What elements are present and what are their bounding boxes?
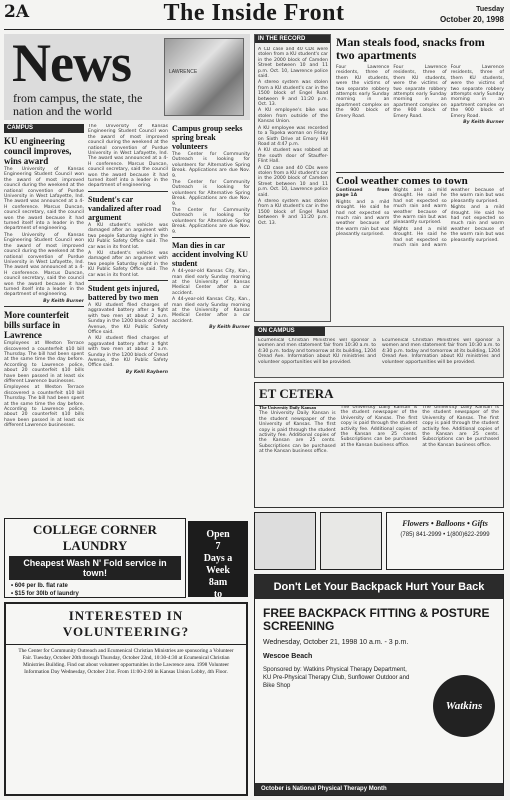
flowers-ad: Flowers • Balloons • Gifts (785) 841-2999 • 1(800)622-2999 [386,512,504,570]
cool-body-4: Nights and a mild drought. He said he had not expected so much rain and warm weather because of the warm rain but was pleasantly surprised. [450,205,504,243]
et-cetera-box [254,382,504,508]
crime-item: A stereo system was stolen from a KU student's car in the 1500 block of Engel Road between 9 and 11:20 p.m. Oct. 13. [258,198,328,226]
crime-item: A KU employee was recorded to a Topeka woman on Friday on Sixth Drive at Emory Hill Road at 4:47 p.m. [258,125,328,147]
student-headline: Student's car vandalized after road argument [88,194,162,222]
kuh-byline: By Keith Burner [43,298,84,304]
steal-body: Four Lawrence residents, three of them KU students, were the victims of two separate robbery attempts early Sunday morning in an apartment complex on the 900 block of Emery Road. [336,65,390,119]
grp-body-2: The Center for Community Outreach is looking for volunteers for Alternative Spring Break. Applications are due Nov. 9. [172,180,250,207]
news-tagline: from campus, the state, the nation and the world [13,91,143,118]
on-campus-text: Ecumenical Christian Ministries will sponsor a women and men statement fair from 10:30 a.m. to 4:30 p.m. today and tomorrow at its building, 1204 Oread Ave. Information about KU ministries and volunteer opportunities will be provided. Ecumenical Christian Ministries will sponsor a women and men statement fair from 10:30 a.m. to 4:30 p.m. today and tomorrow at its building, 1204 Oread Ave. Information about KU ministries and volunteer opportunities will be provided. [258,338,500,365]
banner-photo: LAWRENCE [164,38,244,116]
volunteer-title: INTERESTED IN VOLUNTEERING? [6,604,246,645]
issue-date: October 20, 1998 [439,15,504,24]
car-headline: Man dies in car accident involving KU student [172,241,249,269]
crime-item: A stereo system was stolen from a KU student's car in the 1500 block of Engel Road between 9 and 11:20 p.m. Oct. 13. [258,80,328,108]
grp-body-3: The Center for Community Outreach is looking for volunteers for Alternative Spring Break. Applications are due Nov. 9. [172,208,250,235]
laundry-list: • 60¢ per lb. flat rate • $15 for 30lb of laundry [11,583,79,597]
kuh-body: The University of Kansas Engineering Student Council won the award of most improved council during the weekend at the national convention of Purdue University in West Lafayette, Ind. The award was announced at a 4-H conference. Marcus Duncan, council secretary, said the council won the award because it had turned itself into a leader in the department of engineering. [4,167,84,232]
backpack-date: Wednesday, October 21, 1998 10 a.m. - 3 p.m. [263,639,409,646]
car-byline: By Keith Burner [209,325,250,331]
cool-body: Nights and a mild drought. He said he had not expected so much rain and warm weather because of the warm rain but was pleasantly surprised. [336,199,390,238]
section-et-cetera: ET CETERA [255,383,503,406]
cool-body-2: Nights and a mild drought. He said he had not expected so much rain and warm weather because of the warm rain but was pleasantly surprised. [393,188,447,226]
watkins-logo: Watkins [433,675,495,737]
volunteer-ad [4,602,248,796]
section-on-campus: ON CAMPUS [255,327,325,336]
fun-body-2: Employees at Weston Terrace discovered a counterfeit $10 bill Thursday. The bill had been spent at the same time the day before. According to Lawrence police, about 20 counterfeit $10 bills have been passed in at least six different Lawrence businesses. [4,385,84,429]
grp-body: The Center for Community Outreach is looking for volunteers for Alternative Spring Break. Applications are due Nov. 9. [172,152,250,179]
issue-day: Tuesday [476,6,504,13]
stb-body: A KU student filed charges of aggravated battery after a fight with two men at about 2 a.m. Sunday in the 1200 block of Oread Avenue, the KU Public Safety Office said. [88,302,168,335]
bar-ad [254,512,316,570]
grp-headline: Campus group seeks spring break volunteers [172,124,243,151]
car-body: A 44-year-old Kansas City, Kan., man died early Sunday morning at the University of Kansas Medical Center after a car accident. [172,269,250,296]
crime-item: A CD case and 40 CDs were stolen from a KU student's car in the 2000 block of Camden Street between 10 and 11 p.m. Oct. 10, Lawrence police said. [258,165,328,198]
backpack-sponsors: Sponsored by: Watkins Physical Therapy Department, KU Pre-Physical Therapy Club, Sunflower Outdoor and Bike Shop [263,667,410,689]
cool-body-3: Nights and a mild drought. He said he had not expected so much rain and warm weather because of the warm rain but was pleasantly surprised. [393,188,504,249]
car-body-2: A 44-year-old Kansas City, Kan., man died early Sunday morning at the University of Kansas Medical Center after a car accident. [172,297,250,324]
cool-headline: Cool weather comes to town [336,175,468,187]
student-body: A KU student's vehicle was damaged after an argument with two people Saturday night in the KU Public Safety Office said. The car was in its front lot. [88,222,168,250]
kuh-headline: KU engineering council improves, wins award [4,136,72,166]
cool-story [336,172,504,322]
backpack-headline: FREE BACKPACK FITTING & POSTURE SCREENING [263,606,490,633]
campus-column-1 [4,136,84,516]
news-word: News [12,33,131,93]
on-campus-box [254,326,504,378]
laundry-title: COLLEGE CORNER LAUNDRY [33,522,157,553]
student-body-2: A KU student's vehicle was damaged after an argument with two people Saturday night in the KU Public Safety Office said. The car was in its front lot. [88,250,168,278]
fun-headline: More counterfeit bills surface in Lawrence [4,310,70,341]
stb-body-2: A KU student filed charges of aggravated battery after a fight with two men at about 2 a.m. Sunday in the 1200 block of Oread Avenue, the KU Public Safety Office said. [88,336,168,369]
campus-column-3 [172,124,250,516]
kuh-body-2: The University of Kansas Engineering Student Council won the award of most improved council during the weekend at the national convention of Purdue University in West Lafayette, Ind. The award was announced at a 4-H conference. Marcus Duncan, council secretary, said the council won the award because it had turned itself into a leader in the department of engineering. [4,232,84,298]
crime-item: A KU employee's bike was stolen from outside of the Kansas Union. [258,108,328,125]
open-hours-ad: Open 7 Days a Week 8am to [188,521,248,597]
masthead [4,0,504,30]
et-cetera-text: The University Daily Kansan The University Daily Kansan is the student newspaper of the University of Kansas. The first copy is paid through the student activity fee. Additional copies of the Kansan are 25 cents. Subscriptions can be purchased at the Kansan business office. The University Daily Kansan is the student newspaper of the University of Kansas. The first copy is paid through the student activity fee. Additional copies of the Kansan are 25 cents. Subscriptions can be purchased at the Kansan business office. The University Daily Kansan is the student newspaper of the University of Kansas. The first copy is paid through the student activity fee. Additional copies of the Kansan are 25 cents. Subscriptions can be purchased at the Kansan business office. [259,405,499,455]
backpack-title: Don't Let Your Backpack Hurt Your Back [255,575,503,599]
news-banner [4,34,250,120]
page-number: 2A [4,2,30,22]
section-crime: IN THE RECORD [255,35,330,43]
cool-sub: Continued from page 1A [336,188,390,199]
stb-headline: Student gets injured, battered by two men [88,283,160,302]
steal-story [336,36,504,166]
volunteer-body: The Center for Community Outreach and Ecumenical Christian Ministries are sponsoring a Volunteer Fair. Tuesday, October 20th through Thursday, October 22nd, 10:30-4:30 at Ecumenical Christian Ministries Building. Find out about volunteer opportunities in the Lawrence area. 1998 Volunteer Information Day Wednesday, October 21st. From 11:00-2:00 in Kansas Union Lobby, 4th Floor. [18,648,234,675]
backpack-location: Wescoe Beach [263,653,313,660]
steal-body-3: Four Lawrence residents, three of them KU students, were the victims of two separate robbery attempts early Sunday morning in an apartment complex on the 900 block of Emery Road. [450,65,504,119]
steal-byline: By Keith Burner [463,120,504,126]
laundry-cheapest: Cheapest Wash N' Fold service in town! [9,556,181,580]
backpack-ad [254,574,504,796]
campus-column-2 [88,124,168,516]
crime-list [258,47,328,319]
backpack-footer: October is National Physical Therapy Month [255,783,503,795]
steal-headline: Man steals food, snacks from two apartments [336,36,485,62]
fun-body: Employees at Weston Terrace discovered a counterfeit $10 bill Thursday. The bill had been spent at the same time the day before. According to Lawrence police, about 20 counterfeit $10 bills have been passed in at least six different Lawrence businesses. [4,341,84,384]
laundry-ad [4,518,186,598]
stb-byline: By Kelli Raybern [125,369,168,375]
crime-item: A KU student was robbed at the south door of Stauffer-Flint Hall. [258,148,328,165]
crime-item: A CD case and 40 CDs were stolen from a KU student's car in the 2000 block of Camden Street between 10 and 11 p.m. Oct. 10, Lawrence police said. [258,47,328,80]
crime-record-box [254,34,331,322]
section-campus: CAMPUS [4,124,84,133]
steal-body-2: Four Lawrence residents, three of them KU students, were the victims of two separate robbery attempts early Sunday morning in an apartment complex on the 900 block of Emery Road. [393,65,447,119]
kuh-cont: The University of Kansas Engineering Student Council won the award of most improved council during the weekend at the national convention of Purdue University in West Lafayette, Ind. The award was announced at a 4-H conference. Marcus Duncan, council secretary, said the council won the award because it had turned itself into a leader in the department of engineering. [88,124,168,189]
page-title: The Inside Front [163,0,345,26]
brookwood-ad [320,512,382,570]
